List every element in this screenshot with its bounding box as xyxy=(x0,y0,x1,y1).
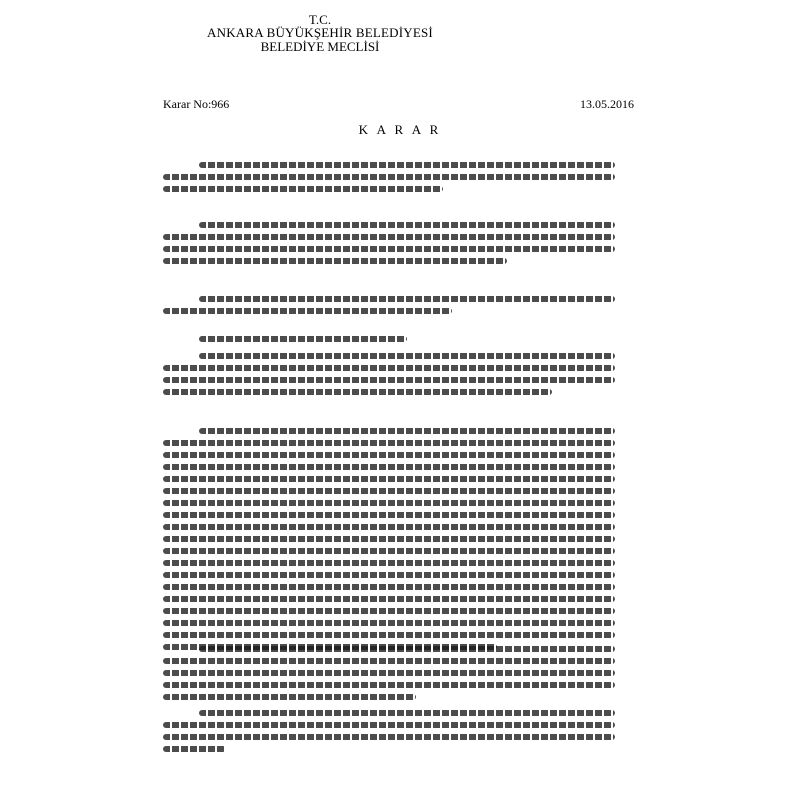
header-council: BELEDİYE MECLİSİ xyxy=(260,39,380,54)
item-c xyxy=(163,646,615,706)
paragraph-3 xyxy=(163,296,615,320)
paragraph-2 xyxy=(163,222,615,270)
header-tc: T.C. xyxy=(308,12,332,27)
item-d xyxy=(163,710,615,758)
document-title: K A R A R xyxy=(358,122,442,137)
decision-date: 13.05.2016 xyxy=(580,97,634,111)
item-a xyxy=(163,353,615,401)
header-municipality: ANKARA BÜYÜKŞEHİR BELEDİYESİ xyxy=(207,25,433,40)
paragraph-1 xyxy=(163,162,615,198)
paragraph-4-lead xyxy=(163,336,615,348)
decision-number: Karar No:966 xyxy=(163,97,230,111)
item-b xyxy=(163,428,615,656)
